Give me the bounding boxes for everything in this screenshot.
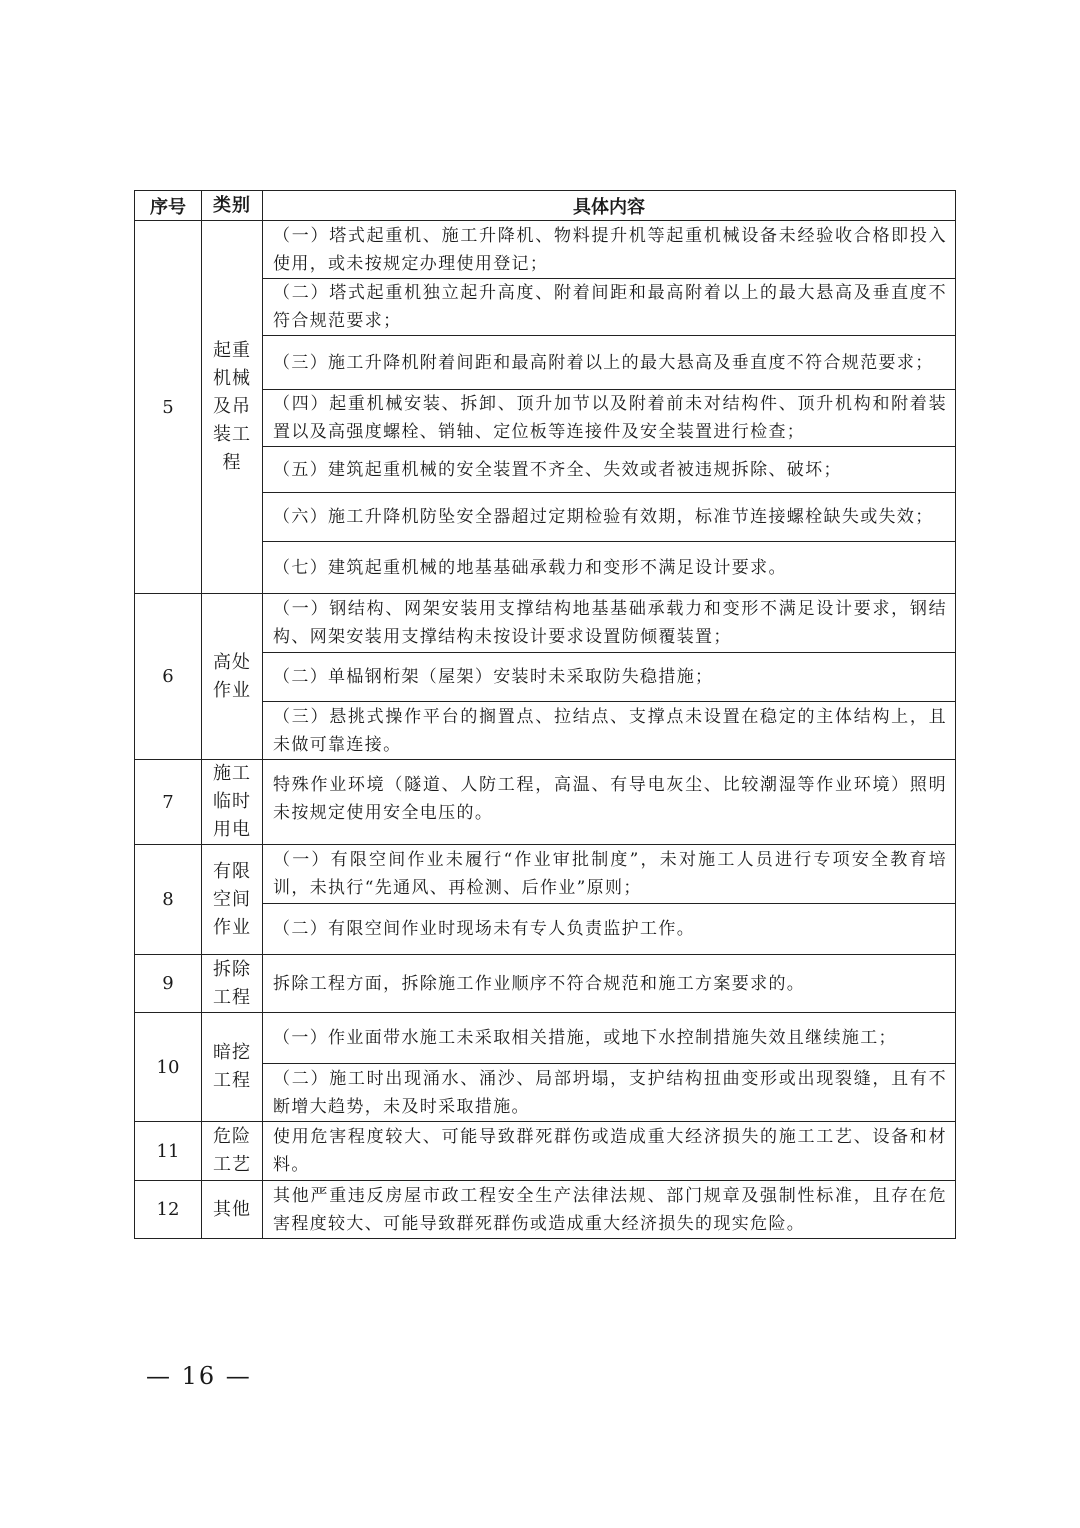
header-num: 序号 <box>135 191 202 220</box>
content-item: （一）钢结构、网架安装用支撑结构地基基础承载力和变形不满足设计要求，钢结构、网架安装用支撑结构未按设计要求设置防倾覆装置； <box>273 599 947 647</box>
content-item: （七）建筑起重机械的地基基础承载力和变形不满足设计要求。 <box>263 541 955 593</box>
row-content <box>263 1013 955 1121</box>
table-row <box>134 1181 956 1239</box>
content-item: （一）作业面带水施工未采取相关措施，或地下水控制措施失效且继续施工； <box>273 1028 897 1048</box>
content-item: 其他严重违反房屋市政工程安全生产法律法规、部门规章及强制性标准，且存在危害程度较大、可能导致群死群伤或造成重大经济损失的现实危险。 <box>273 1185 947 1234</box>
hazard-table <box>134 190 956 1239</box>
table-row <box>134 1013 956 1122</box>
row-category: 其他 <box>213 1198 251 1220</box>
row-category: 起重机械及吊装工程 <box>213 340 251 473</box>
content-item: （二）施工时出现涌水、涌沙、局部坍塌，支护结构扭曲变形或出现裂缝，且有不断增大趋势，未及时采取措施。 <box>263 1063 955 1121</box>
content-item: （二）单榀钢桁架（屋架）安装时未采取防失稳措施； <box>263 652 955 701</box>
header-category: 类别 <box>202 191 263 220</box>
content-item: 使用危害程度较大、可能导致群死群伤或造成重大经济损失的施工工艺、设备和材料。 <box>273 1127 947 1175</box>
content-item: （三）施工升降机附着间距和最高附着以上的最大悬高及垂直度不符合规范要求； <box>263 335 955 389</box>
content-item: （三）悬挑式操作平台的搁置点、拉结点、支撑点未设置在稳定的主体结构上，且未做可靠连接。 <box>263 701 955 759</box>
row-category: 施工临时用电 <box>213 763 251 840</box>
table-header-row <box>134 190 956 221</box>
row-num: 9 <box>135 955 202 1012</box>
content-item: （二）塔式起重机独立起升高度、附着间距和最高附着以上的最大悬高及垂直度不符合规范要求； <box>263 278 955 335</box>
header-content: 具体内容 <box>573 196 645 218</box>
row-num: 11 <box>135 1122 202 1180</box>
row-category: 有限空间作业 <box>213 860 251 938</box>
table-row <box>134 760 956 845</box>
row-category: 危险工艺 <box>213 1126 251 1175</box>
row-content <box>263 221 955 593</box>
row-content <box>263 1122 955 1180</box>
table-row <box>134 845 956 955</box>
table-row <box>134 1122 956 1181</box>
table-row <box>134 221 956 594</box>
row-num: 8 <box>135 845 202 954</box>
row-num: 5 <box>135 221 202 593</box>
row-num: 10 <box>135 1013 202 1121</box>
content-item: （一）塔式起重机、施工升降机、物料提升机等起重机械设备未经验收合格即投入使用，或未按规定办理使用登记； <box>273 225 947 274</box>
row-category: 拆除工程 <box>213 958 251 1008</box>
row-content <box>263 760 955 844</box>
row-num: 6 <box>135 594 202 759</box>
content-item: （四）起重机械安装、拆卸、顶升加节以及附着前未对结构件、顶升机构和附着装置以及高强度螺栓、销轴、定位板等连接件及安全装置进行检查； <box>263 389 955 446</box>
content-item: （五）建筑起重机械的安全装置不齐全、失效或者被违规拆除、破坏； <box>263 446 955 492</box>
row-content <box>263 955 955 1012</box>
content-item: （一）有限空间作业未履行“作业审批制度”，未对施工人员进行专项安全教育培训，未执行“先通风、再检测、后作业”原则； <box>273 850 947 898</box>
content-item: 拆除工程方面，拆除施工作业顺序不符合规范和施工方案要求的。 <box>273 973 806 994</box>
page-number: — 16 — <box>146 1362 252 1390</box>
row-category: 暗挖工程 <box>213 1042 251 1091</box>
table-row <box>134 594 956 760</box>
row-content <box>263 594 955 759</box>
row-content <box>263 1181 955 1238</box>
row-category: 高处作业 <box>213 651 251 701</box>
table-row <box>134 955 956 1013</box>
content-item: 特殊作业环境（隧道、人防工程，高温、有导电灰尘、比较潮湿等作业环境）照明未按规定使用安全电压的。 <box>273 774 947 823</box>
row-num: 12 <box>135 1181 202 1238</box>
row-content <box>263 845 955 954</box>
row-num: 7 <box>135 760 202 844</box>
content-item: （六）施工升降机防坠安全器超过定期检验有效期，标准节连接螺栓缺失或失效； <box>263 492 955 541</box>
content-item: （二）有限空间作业时现场未有专人负责监护工作。 <box>263 903 955 954</box>
